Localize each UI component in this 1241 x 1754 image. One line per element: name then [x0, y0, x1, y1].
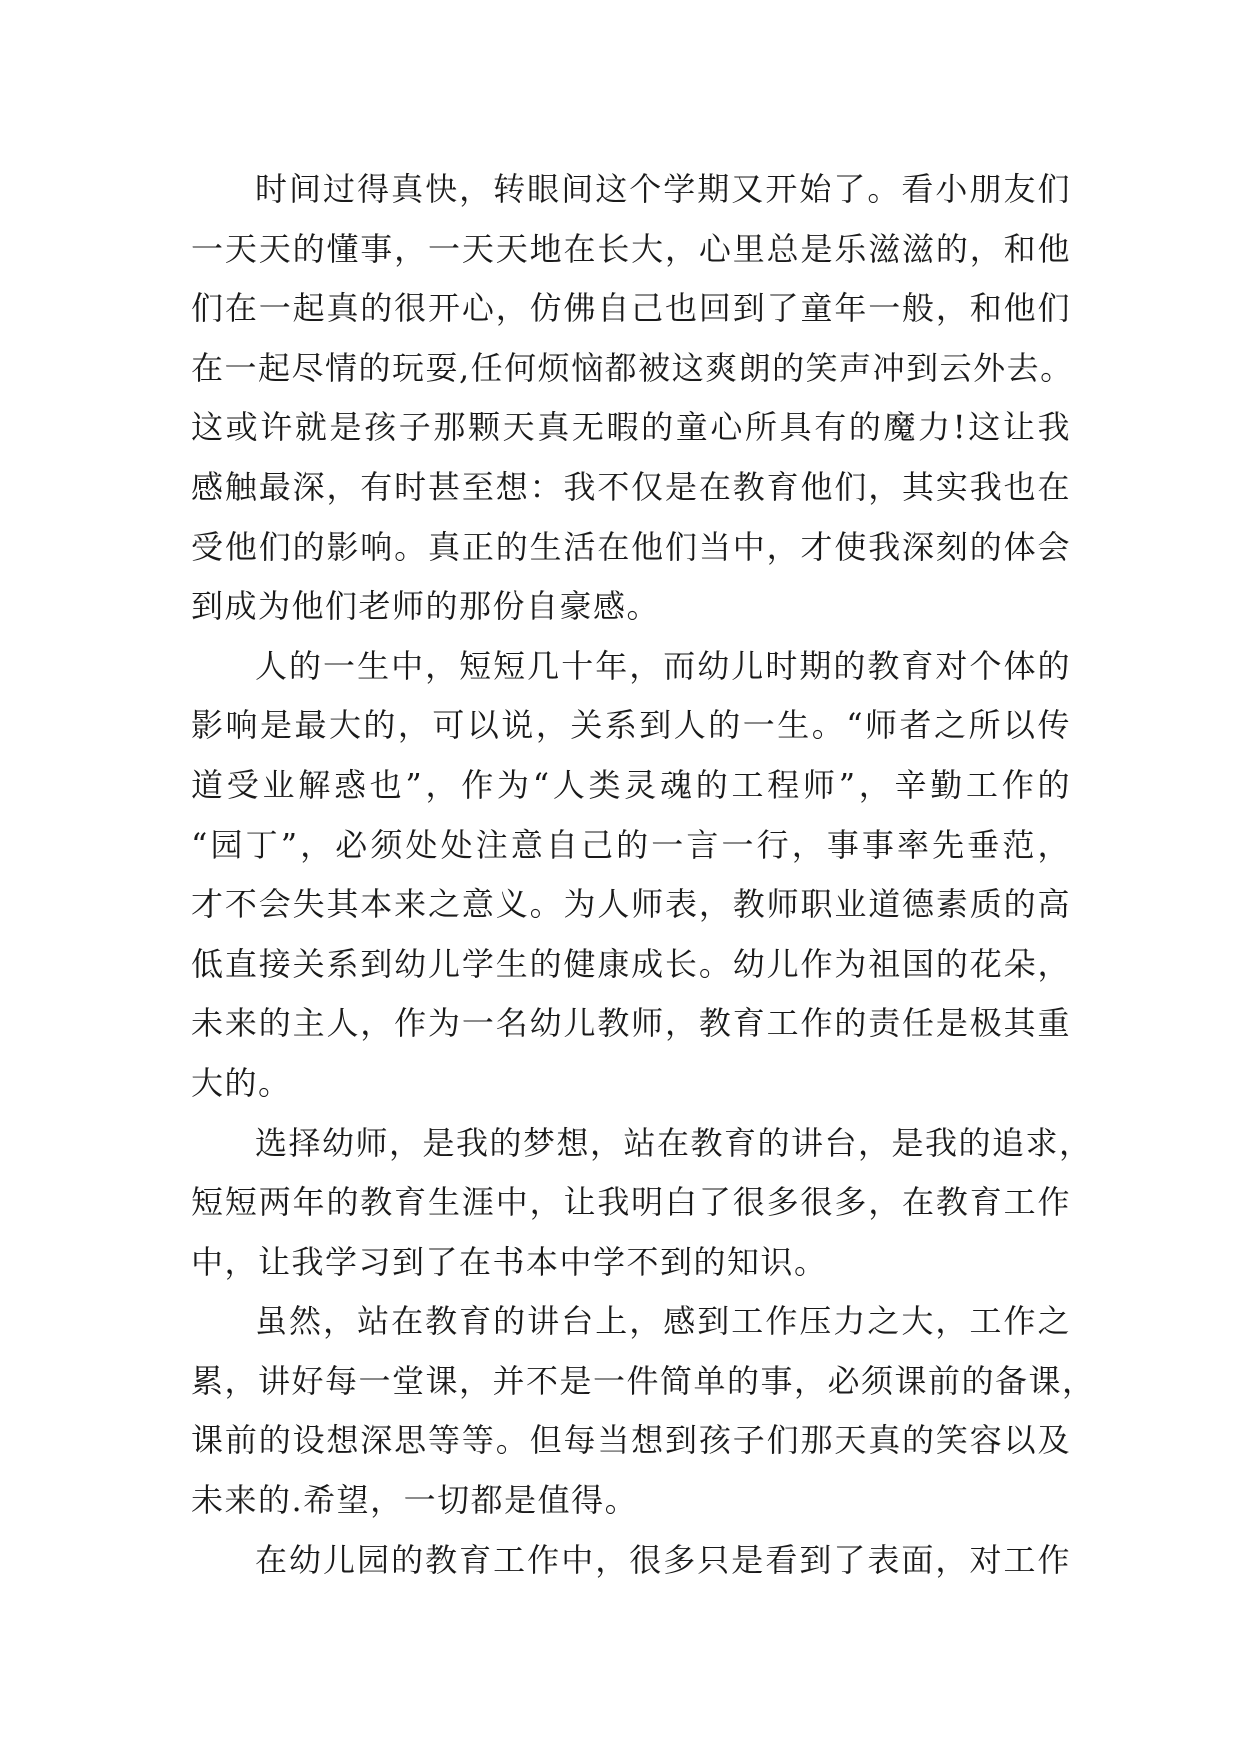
text-line: 课前的设想深思等等。但每当想到孩子们那天真的笑容以及 — [191, 1421, 1071, 1460]
text-line: 一天天的懂事，一天天地在长大，心里总是乐滋滋的，和他 — [191, 229, 1071, 268]
text-line: 在一起尽情的玩耍,任何烦恼都被这爽朗的笑声冲到云外去。 — [191, 348, 1074, 387]
text-line: 短短两年的教育生涯中，让我明白了很多很多，在教育工作 — [191, 1183, 1071, 1222]
text-line: 中，让我学习到了在书本中学不到的知识。 — [191, 1242, 828, 1281]
text-line: 虽然，站在教育的讲台上，感到工作压力之大，工作之 — [255, 1302, 1071, 1341]
text-line: 道受业解惑也”，作为“人类灵魂的工程师”，辛勤工作的 — [191, 765, 1071, 804]
text-line: 时间过得真快，转眼间这个学期又开始了。看小朋友们 — [255, 170, 1071, 208]
text-line: “园丁”，必须处处注意自己的一言一行，事事率先垂范， — [191, 825, 1071, 864]
text-line: 在幼儿园的教育工作中，很多只是看到了表面，对工作 — [255, 1540, 1071, 1579]
document-body — [191, 160, 1096, 1590]
text-line: 选择幼师，是我的梦想，站在教育的讲台，是我的追求， — [255, 1123, 1093, 1162]
text-line: 这或许就是孩子那颗天真无暇的童心所具有的魔力!这让我 — [191, 408, 1071, 447]
text-line: 受他们的影响。真正的生活在他们当中，才使我深刻的体会 — [191, 527, 1071, 566]
text-line: 累，讲好每一堂课，并不是一件简单的事，必须课前的备课， — [191, 1361, 1096, 1400]
text-line: 到成为他们老师的那份自豪感。 — [191, 587, 661, 626]
text-line: 未来的主人，作为一名幼儿教师，教育工作的责任是极其重 — [191, 1004, 1071, 1043]
text-line: 感触最深，有时甚至想：我不仅是在教育他们，其实我也在 — [191, 467, 1071, 506]
text-line: 未来的.希望，一切都是值得。 — [191, 1481, 639, 1520]
text-line: 影响是最大的，可以说，关系到人的一生。“师者之所以传 — [191, 706, 1071, 745]
text-line: 才不会失其本来之意义。为人师表，教师职业道德素质的高 — [191, 885, 1071, 924]
text-line: 人的一生中，短短几十年，而幼儿时期的教育对个体的 — [255, 646, 1071, 685]
text-line: 们在一起真的很开心，仿佛自己也回到了童年一般，和他们 — [191, 289, 1071, 328]
text-line: 低直接关系到幼儿学生的健康成长。幼儿作为祖国的花朵， — [191, 944, 1071, 983]
text-line: 大的。 — [191, 1063, 292, 1102]
